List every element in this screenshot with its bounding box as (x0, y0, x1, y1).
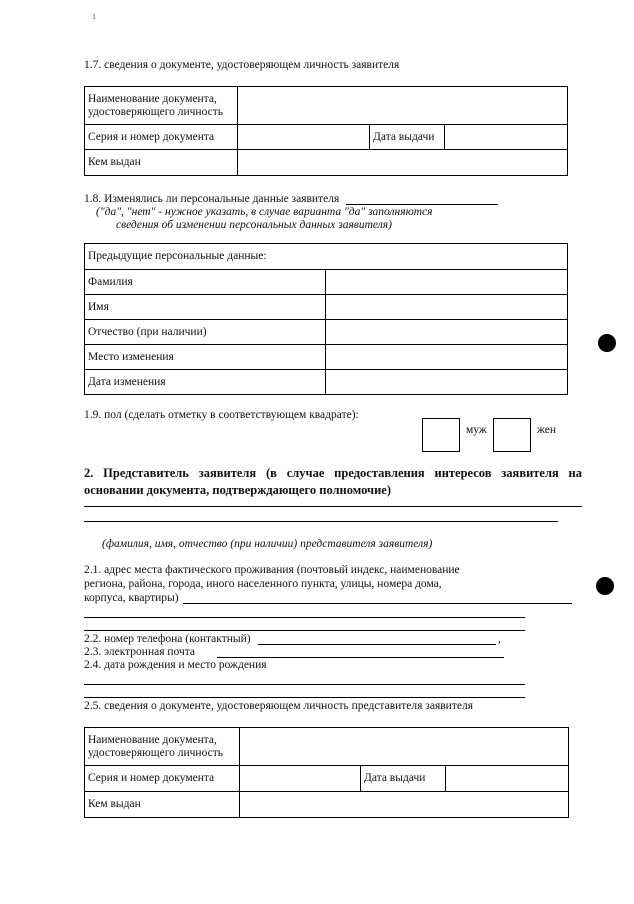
prev-change-place-label: Место изменения (85, 345, 326, 370)
prev-patronymic-field[interactable] (326, 320, 568, 345)
representative-name-field-2[interactable] (84, 521, 558, 522)
id-issued-by-field[interactable] (238, 150, 568, 176)
prev-change-date-label: Дата изменения (85, 370, 326, 395)
prev-surname-field[interactable] (326, 270, 568, 295)
birth-label: 2.4. дата рождения и место рождения (84, 659, 267, 671)
section-1-8-note-1: ("да", "нет" - нужное указать, в случае варианта "да" заполняются (96, 206, 433, 218)
male-checkbox[interactable] (422, 418, 460, 452)
section-1-9-title: 1.9. пол (сделать отметку в соответствующем квадрате): (84, 409, 359, 421)
id-doc-name-field[interactable] (238, 87, 568, 125)
phone-label: 2.2. номер телефона (контактный) (84, 633, 251, 645)
id-issue-date-label: Дата выдачи (370, 125, 445, 150)
birth-field[interactable] (84, 684, 525, 685)
id-issue-date-field[interactable] (445, 125, 568, 150)
prev-patronymic-label: Отчество (при наличии) (85, 320, 326, 345)
previous-data-header: Предыдущие персональные данные: (85, 244, 568, 270)
prev-change-place-field[interactable] (326, 345, 568, 370)
section-2-1-line-1: 2.1. адрес места фактического проживания (почтовый индекс, наименование (84, 564, 460, 576)
id-doc-name-label: Наименование документа, удостоверяющего личность (85, 87, 238, 125)
section-2-title: 2. Представитель заявителя (в случае предоставления интересов заявителя на (84, 466, 582, 480)
rep-issued-by-field[interactable] (240, 792, 569, 818)
address-field[interactable] (183, 603, 572, 604)
rep-series-number-field[interactable] (240, 766, 361, 792)
section-2-1-line-2: региона, района, города, иного населенного пункта, улицы, номера дома, (84, 578, 442, 590)
previous-data-table (84, 243, 568, 395)
female-checkbox[interactable] (493, 418, 531, 452)
section-1-8-title: 1.8. Изменялись ли персональные данные заявителя (84, 193, 340, 205)
punch-hole-dot (596, 577, 614, 595)
section-2-1-line-3: корпуса, квартиры) (84, 592, 179, 604)
rep-issue-date-field[interactable] (446, 766, 569, 792)
prev-surname-label: Фамилия (85, 270, 326, 295)
id-series-number-field[interactable] (238, 125, 370, 150)
phone-field[interactable] (258, 644, 496, 645)
id-series-number-label: Серия и номер документа (85, 125, 238, 150)
prev-name-field[interactable] (326, 295, 568, 320)
prev-name-label: Имя (85, 295, 326, 320)
rep-doc-name-label: Наименование документа, удостоверяющего личность (85, 728, 240, 766)
representative-name-caption: (фамилия, имя, отчество (при наличии) представителя заявителя) (102, 538, 433, 550)
section-1-8-note-2: сведения об изменении персональных данных заявителя) (116, 219, 392, 231)
section-1-7-title: 1.7. сведения о документе, удостоверяющем личность заявителя (84, 59, 400, 71)
female-label: жен (537, 424, 557, 436)
birth-field-2[interactable] (84, 697, 525, 698)
address-field-3[interactable] (84, 630, 525, 631)
phone-trailing-comma: , (498, 633, 501, 645)
page-mark: 1 (92, 12, 96, 21)
section-2-title-cont: основании документа, подтверждающего полномочие) (84, 483, 392, 497)
representative-name-field[interactable] (84, 506, 582, 507)
rep-doc-name-field[interactable] (240, 728, 569, 766)
representative-id-table (84, 727, 569, 818)
section-2-5-title: 2.5. сведения о документе, удостоверяющем личность представителя заявителя (84, 700, 473, 712)
address-field-2[interactable] (84, 617, 525, 618)
id-issued-by-label: Кем выдан (85, 150, 238, 176)
applicant-id-table (84, 86, 568, 176)
email-field[interactable] (217, 657, 504, 658)
rep-series-number-label: Серия и номер документа (85, 766, 240, 792)
punch-hole-dot (598, 334, 616, 352)
male-label: муж (466, 424, 487, 436)
rep-issued-by-label: Кем выдан (85, 792, 240, 818)
email-label: 2.3. электронная почта (84, 646, 196, 658)
changed-answer-field[interactable] (346, 204, 498, 205)
prev-change-date-field[interactable] (326, 370, 568, 395)
rep-issue-date-label: Дата выдачи (361, 766, 446, 792)
